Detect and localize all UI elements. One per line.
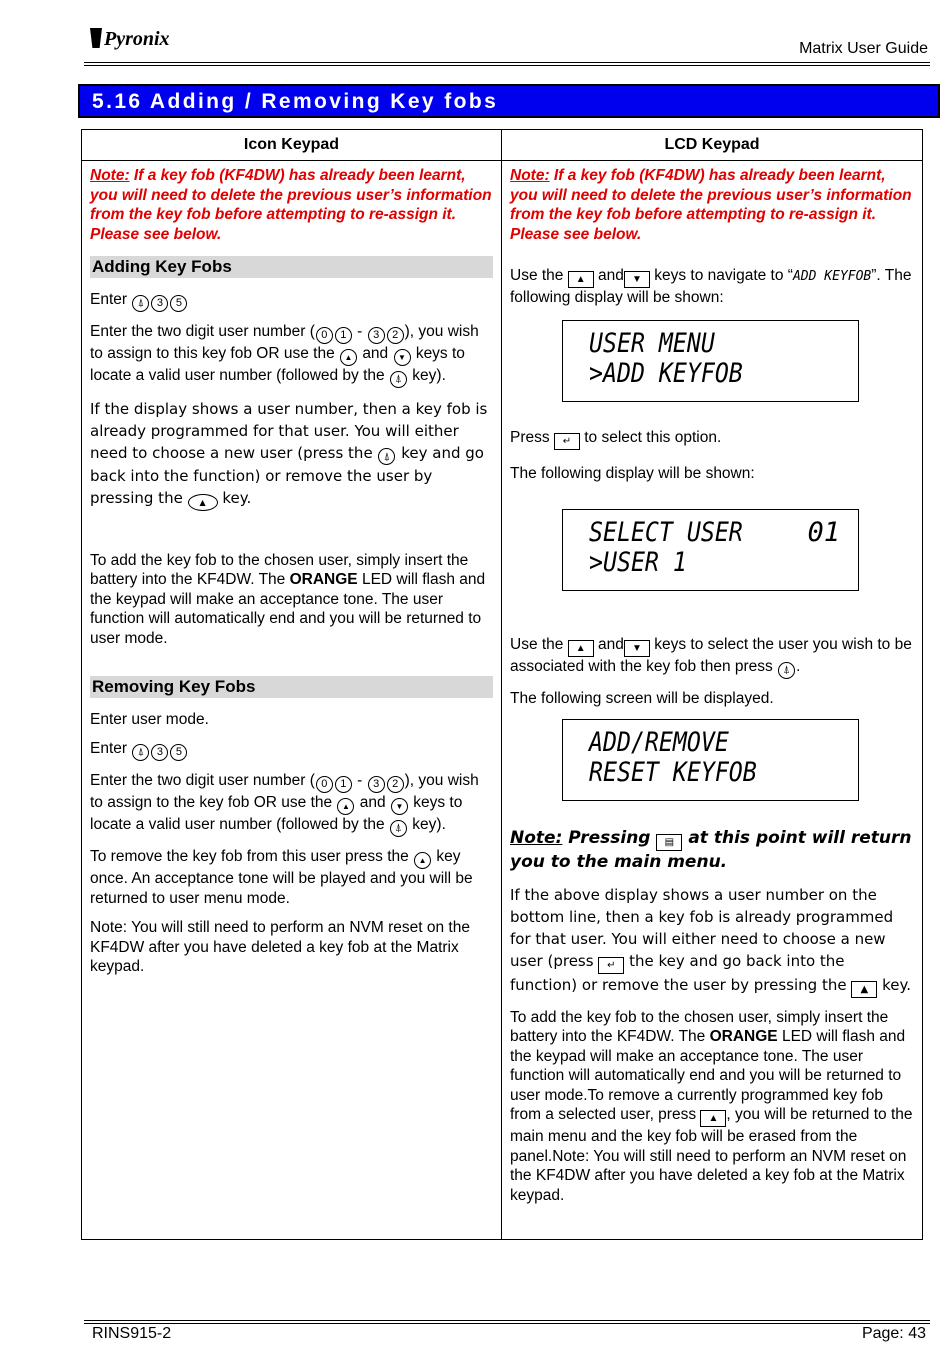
up-key-icon: ▲ <box>337 798 354 815</box>
document-id: RINS915-2 <box>92 1325 172 1342</box>
key-5-icon: 5 <box>170 295 187 312</box>
select-user-paragraph <box>510 635 914 679</box>
lcd-inline-text: ADD KEYFOB <box>792 269 872 284</box>
display-shows-paragraph <box>90 398 493 511</box>
lcd-line-2: >ADD KEYFOB <box>589 357 743 389</box>
up-arrow-key-icon: ▲ <box>851 981 877 998</box>
add-remove-key-fob-paragraph <box>510 1008 914 1206</box>
note-text: If a key fob (KF4DW) has already been learnt, you will need to delete the previous user’s information from the key fob before attempting to re-assign it. Please see below. <box>90 167 492 243</box>
note-label: Note: <box>510 167 550 184</box>
key-3-icon: 3 <box>151 295 168 312</box>
up-key-icon: ▲ <box>414 852 431 869</box>
text: . <box>796 658 801 675</box>
key-2-icon: 2 <box>387 776 404 793</box>
logo-mark-icon <box>90 28 102 48</box>
note-label: Note: <box>510 827 563 848</box>
text: keys to navigate to “ <box>654 267 793 284</box>
user-key-icon: ⍋ <box>390 820 407 837</box>
text: keys to locate a valid user number (followed by the <box>90 344 465 384</box>
key-5-icon: 5 <box>170 744 187 761</box>
key-2-icon: 2 <box>387 327 404 344</box>
lcd-display-add-remove <box>562 719 859 801</box>
text: at this point will return you to the main menu. <box>510 827 912 872</box>
guide-title: Matrix User Guide <box>799 40 928 57</box>
note-label: Note: <box>90 167 130 184</box>
user-key-icon: ⍋ <box>390 371 407 388</box>
enter-code-line <box>90 290 493 312</box>
text: keys to select the user you wish to be associated with the key fob then press <box>510 636 912 675</box>
lcd-line-1: USER MENU <box>589 327 715 359</box>
lcd-display-user-menu <box>562 320 859 402</box>
lcd-display-select-user <box>562 509 859 591</box>
assign-user-paragraph <box>90 322 493 388</box>
text: key. <box>222 488 252 507</box>
text: ), you wish to assign to this key fob OR use the <box>90 322 479 362</box>
right-note <box>510 166 914 244</box>
text: If the display shows a user number, then a key fob is already programmed for that user. You will either need to choose a new user (press the <box>90 399 488 462</box>
text: LED will flash and the keypad will make an acceptance tone. The user function will automatically end and you will be returned to user mode.To remove a currently programmed key fob from a selected user, press <box>510 1028 906 1123</box>
up-key-icon: ▲ <box>340 349 357 366</box>
key-1-icon: 1 <box>335 776 352 793</box>
logo-text: Pyronix <box>104 28 170 50</box>
key-0-icon: 0 <box>316 776 333 793</box>
text: Press <box>510 428 550 446</box>
lcd-line-1: ADD/REMOVE <box>589 726 729 758</box>
enter-label: Enter <box>90 740 128 757</box>
down-key-icon: ▼ <box>391 798 408 815</box>
enter-user-mode: Enter user mode. <box>90 710 209 728</box>
text: To add the key fob to the chosen user, simply insert the battery into the KF4DW. The <box>90 551 469 588</box>
lcd-line-1: SELECT USER <box>589 517 743 548</box>
adding-key-fobs-heading: Adding Key Fobs <box>90 256 493 278</box>
keypad-table <box>81 129 923 1240</box>
note-text: If a key fob (KF4DW) has already been learnt, you will need to delete the previous user’s information from the key fob before attempting to re-assign it. Please see below. <box>510 167 912 243</box>
press-select-paragraph <box>510 428 914 450</box>
text: the key and go back into the function) or remove the user by pressing the <box>510 951 847 994</box>
text: - <box>352 322 367 340</box>
user-key-icon: ⍋ <box>778 662 795 679</box>
text: Use the <box>510 267 564 284</box>
text: To add the key fob to the chosen user, simply insert the battery into the KF4DW. The <box>510 1008 889 1045</box>
text: key and go back into the function) or remove the user by pressing the <box>90 443 484 507</box>
text: LED will flash and the keypad will make an acceptance tone. The user function will automatically end and you will be returned to user mode. <box>90 571 486 647</box>
remove-key-fob-paragraph <box>90 847 493 908</box>
text: Enter the two digit user number ( <box>90 322 315 340</box>
screen-displayed-text: The following screen will be displayed. <box>510 690 774 707</box>
add-key-fob-paragraph <box>90 551 493 649</box>
text: If the above display shows a user number on the bottom line, then a key fob is already programmed for that user. You will either need to choose a new user (press <box>510 885 894 970</box>
text: and <box>362 344 389 362</box>
enter-key-icon: ↵ <box>598 957 624 974</box>
key-0-icon: 0 <box>316 327 333 344</box>
text: and <box>598 267 624 284</box>
section-title-bar <box>78 84 940 118</box>
key-3-icon: 3 <box>151 744 168 761</box>
text: and <box>598 636 624 653</box>
text: Pressing <box>562 827 651 848</box>
text: To remove the key fob from this user press the <box>90 848 409 865</box>
text: key). <box>412 366 446 384</box>
following-display-text: The following display will be shown: <box>510 464 755 482</box>
text: key). <box>412 816 446 833</box>
text: Use the <box>510 636 564 653</box>
assign-user-paragraph-2 <box>90 771 493 837</box>
left-note <box>90 166 493 244</box>
user-key-icon: ⍋ <box>132 295 149 312</box>
up-arrow-key-icon: ▲ <box>568 271 594 288</box>
lcd-keypad-column <box>502 161 923 1240</box>
removing-key-fobs-heading: Removing Key Fobs <box>90 676 493 698</box>
user-key-icon: ⍋ <box>378 448 395 465</box>
text: key once. An acceptance tone will be played and you will be returned to user menu mode. <box>90 848 473 907</box>
orange-text: ORANGE <box>289 571 358 588</box>
enter-label: Enter <box>90 290 128 308</box>
header-rule <box>84 62 930 63</box>
up-arrow-key-icon: ▲ <box>568 640 594 657</box>
header-rule-2 <box>84 65 930 66</box>
lcd-user-number: 01 <box>807 517 840 548</box>
text: to select this option. <box>584 428 722 446</box>
enter-key-icon: ↵ <box>554 433 580 450</box>
main-menu-note <box>510 827 914 874</box>
oval-up-key-icon: ▲ <box>188 494 218 511</box>
footer-rule-2 <box>84 1323 930 1324</box>
key-3-icon: 3 <box>368 327 385 344</box>
section-title: 5.16 Adding / Removing Key fobs <box>92 90 499 113</box>
nvm-reset-note: Note: You will still need to perform an NVM reset on the KF4DW after you have deleted a key fob at the Matrix keypad. <box>90 919 470 975</box>
text: keys to locate a valid user number (followed by the <box>90 794 463 833</box>
enter-code-line-2 <box>90 739 493 761</box>
text: key. <box>882 975 912 994</box>
above-display-paragraph <box>510 884 914 998</box>
icon-keypad-header: Icon Keypad <box>82 130 502 161</box>
text: ), you wish to assign to the key fob OR use the <box>90 772 479 811</box>
footer-rule <box>84 1320 930 1321</box>
key-3-icon: 3 <box>368 776 385 793</box>
icon-keypad-column <box>82 161 502 1240</box>
pyronix-logo <box>90 28 170 51</box>
down-key-icon: ▼ <box>394 349 411 366</box>
down-arrow-key-icon: ▼ <box>624 640 650 657</box>
page-number: Page: 43 <box>861 1325 926 1342</box>
key-1-icon: 1 <box>335 327 352 344</box>
user-key-icon: ⍋ <box>132 744 149 761</box>
menu-key-icon: ▤ <box>656 834 682 851</box>
text: ”. The following display will be shown: <box>510 267 912 306</box>
navigate-paragraph <box>510 266 914 308</box>
orange-text: ORANGE <box>709 1028 778 1045</box>
lcd-line-2: >USER 1 <box>589 547 687 578</box>
down-arrow-key-icon: ▼ <box>624 271 650 288</box>
up-arrow-key-icon: ▲ <box>700 1110 726 1127</box>
text: - <box>352 772 367 789</box>
text: Enter the two digit user number ( <box>90 772 315 789</box>
text: and <box>359 794 386 811</box>
lcd-line-2: RESET KEYFOB <box>589 756 757 788</box>
lcd-keypad-header: LCD Keypad <box>502 130 923 161</box>
text: , you will be returned to the main menu and the key fob will be erased from the panel.Note: You will still need to perform an NVM reset on the KF4DW after you have deleted a key fob at the Matrix keypad. <box>510 1106 913 1204</box>
